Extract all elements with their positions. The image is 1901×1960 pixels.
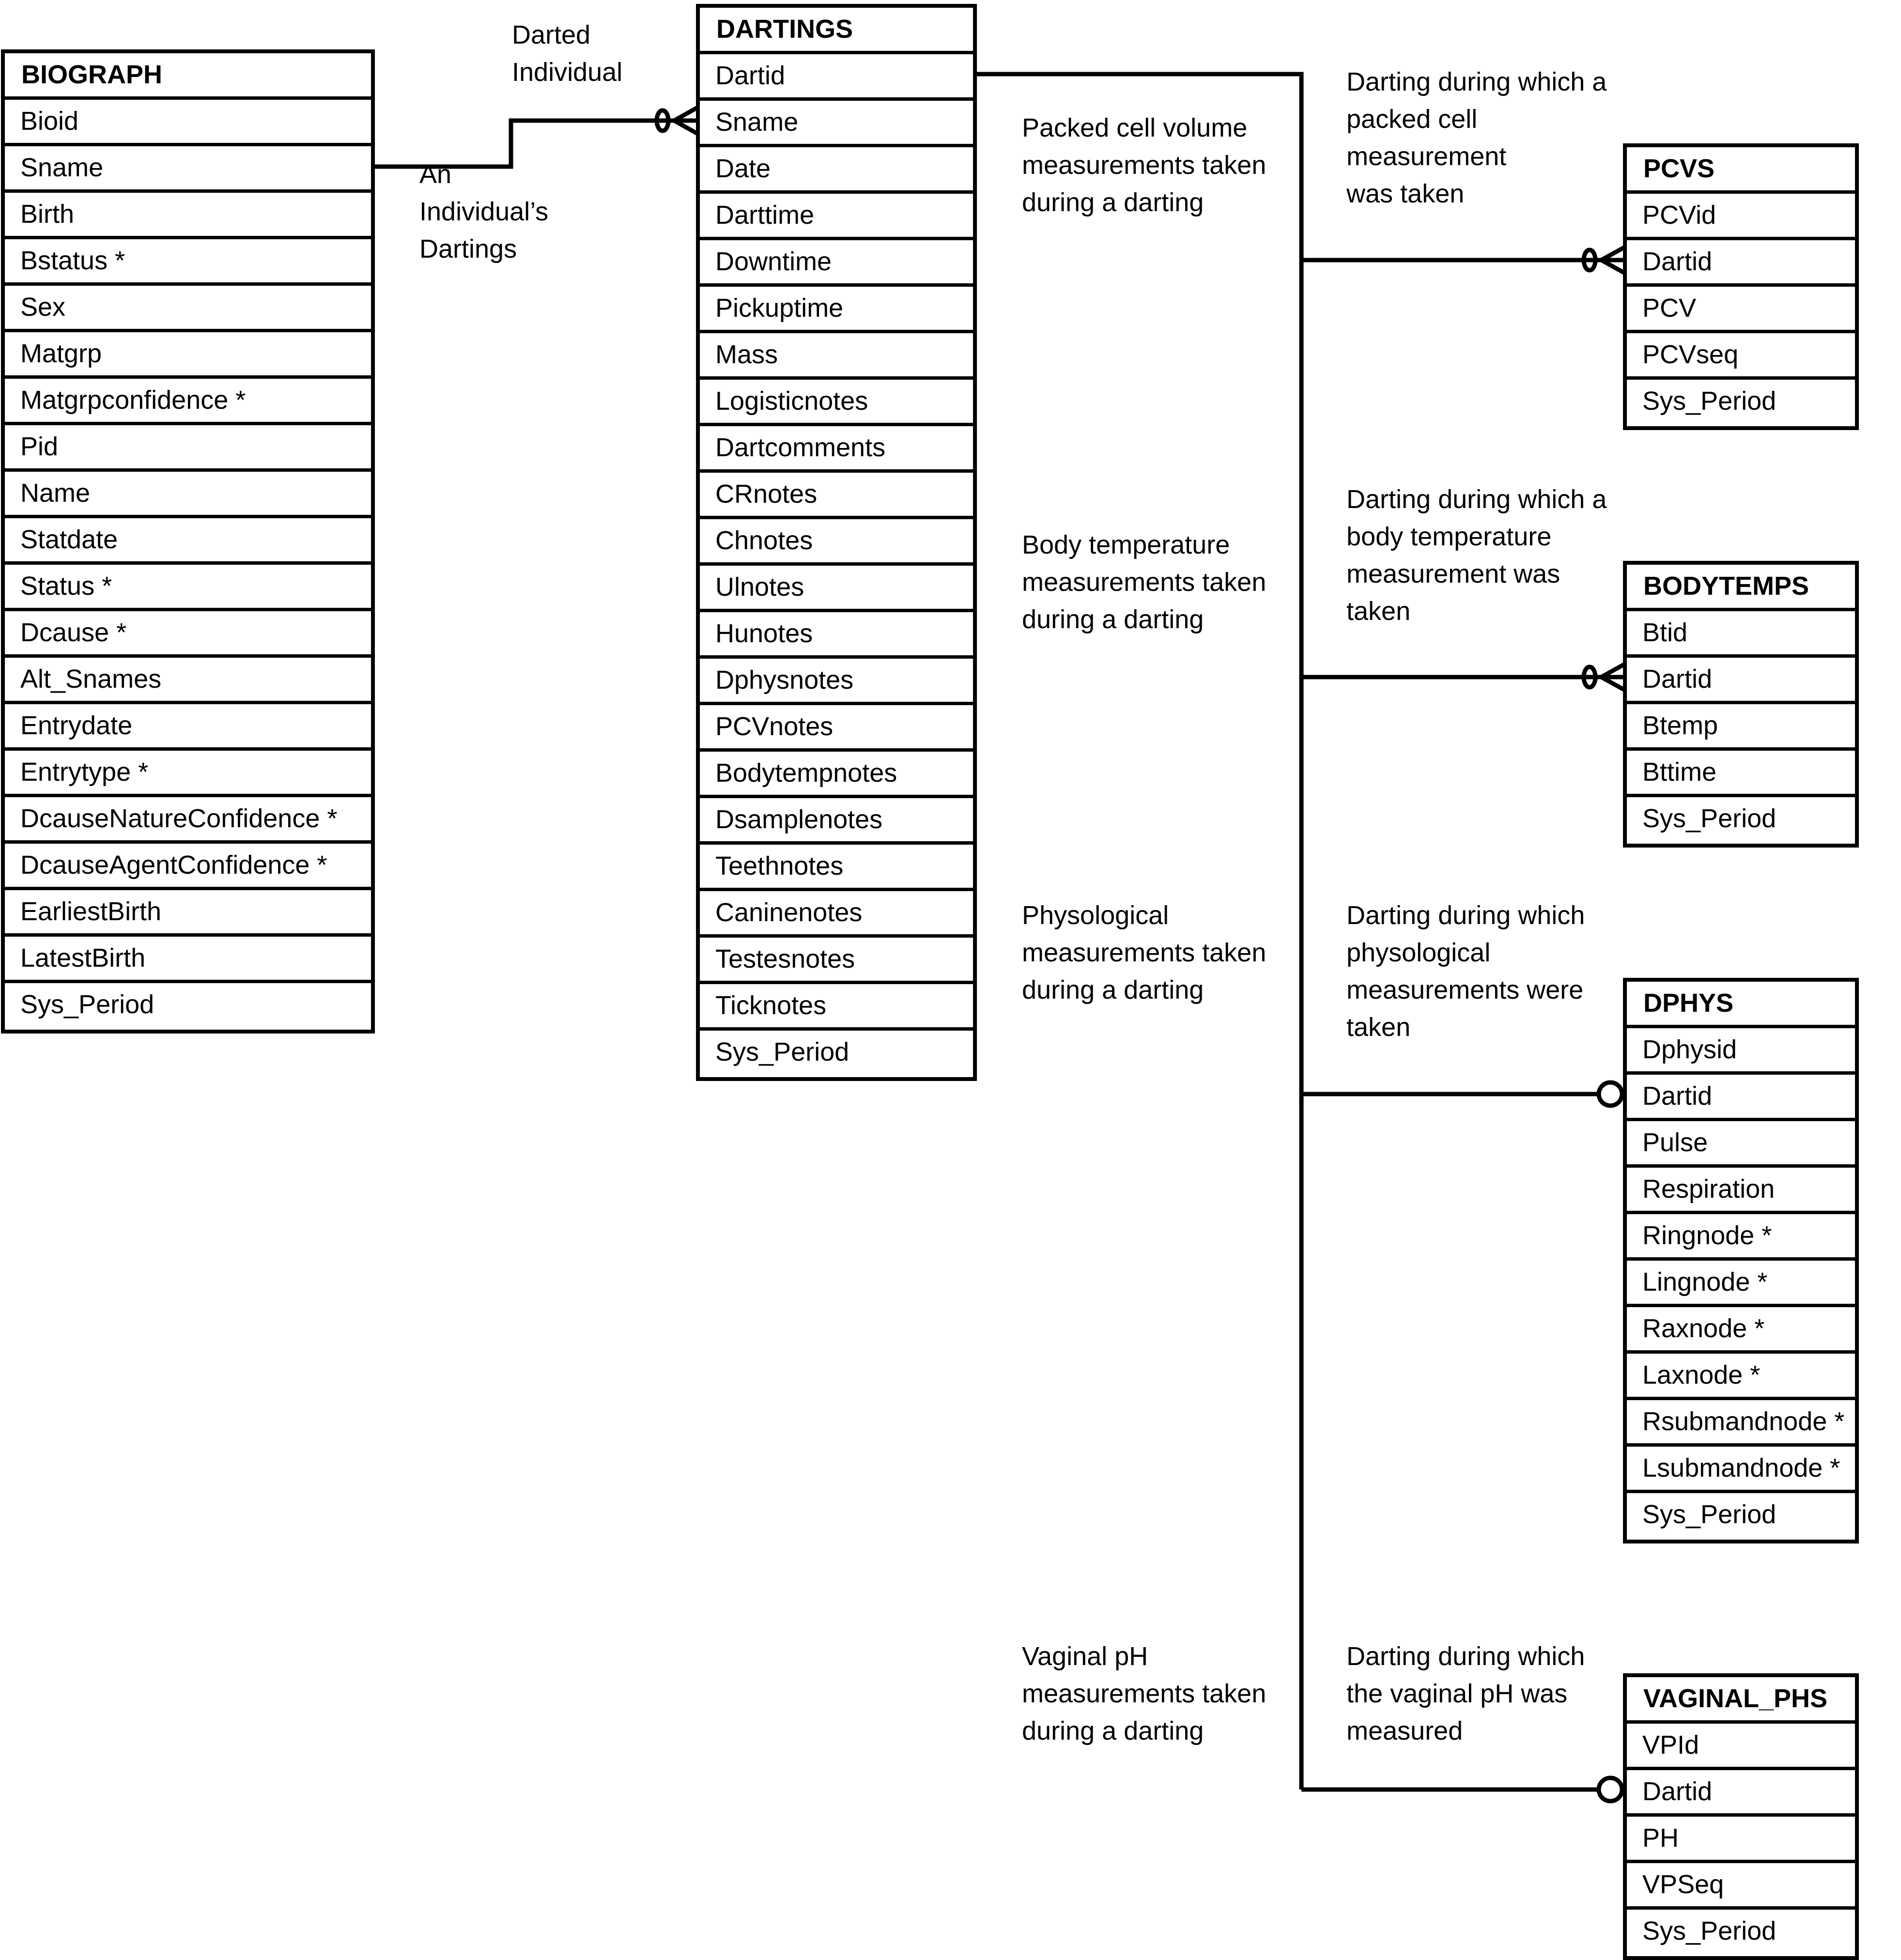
dphys-table bbox=[1623, 978, 1859, 1543]
entity-title: PCVS bbox=[1627, 147, 1855, 194]
entity-field: Dartcomments bbox=[700, 426, 973, 473]
biograph-table bbox=[1, 49, 375, 1034]
note-line: measured bbox=[1346, 1716, 1463, 1745]
entity-field: Pickuptime bbox=[700, 287, 973, 333]
entity-field: EarliestBirth bbox=[5, 890, 371, 937]
note-line: packed cell bbox=[1346, 105, 1478, 134]
entity-field: Sys_Period bbox=[1642, 1916, 1777, 1945]
entity-field: Bstatus * bbox=[5, 239, 371, 286]
note-line: physological bbox=[1346, 938, 1491, 967]
entity-title: VAGINAL_PHS bbox=[1627, 1677, 1855, 1724]
relationship-label-dphys-darting bbox=[1346, 897, 1585, 1046]
entity-field: Lingnode * bbox=[1627, 1261, 1855, 1307]
vaginal-phs-table bbox=[1623, 1673, 1859, 1960]
entity-field: PCVid bbox=[1627, 194, 1855, 240]
dartings-table bbox=[696, 4, 977, 1081]
entity-field: Teethnotes bbox=[700, 845, 973, 891]
entity-field: Pulse bbox=[1627, 1121, 1855, 1168]
note-line: Darting during which bbox=[1346, 1642, 1585, 1671]
entity-field: Chnotes bbox=[700, 519, 973, 566]
entity-field: Ringnode * bbox=[1627, 1214, 1855, 1261]
entity-field: Btemp bbox=[1627, 704, 1855, 751]
note-line: measurement was bbox=[1346, 559, 1561, 588]
entity-field: Entrytype * bbox=[5, 751, 371, 797]
entity-field: Dartid bbox=[700, 54, 973, 101]
note-line: Individual’s bbox=[419, 197, 549, 226]
entity-field: Matgrpconfidence * bbox=[5, 379, 371, 425]
relationship-label-bodytemp-measurements bbox=[1022, 526, 1266, 638]
relationship-label-vaginal-ph-measurements bbox=[1022, 1638, 1266, 1750]
entity-field: Dphysnotes bbox=[700, 659, 973, 705]
entity-field: Matgrp bbox=[5, 332, 371, 379]
entity-field: Birth bbox=[5, 193, 371, 239]
note-line: the vaginal pH was bbox=[1346, 1679, 1568, 1708]
note-line: Individual bbox=[512, 58, 623, 87]
entity-field: Rsubmandnode * bbox=[1627, 1400, 1855, 1447]
note-line: during a darting bbox=[1022, 1716, 1204, 1745]
relationship-label-individuals-dartings bbox=[419, 156, 548, 268]
note-line: body temperature bbox=[1346, 522, 1552, 551]
entity-field: Ticknotes bbox=[700, 984, 973, 1031]
entity-field: Dartid bbox=[1627, 1075, 1855, 1121]
entity-field: Darttime bbox=[700, 194, 973, 240]
note-line: measurements taken bbox=[1022, 938, 1267, 967]
entity-field: Hunotes bbox=[700, 612, 973, 659]
note-line: during a darting bbox=[1022, 188, 1204, 217]
entity-field: Pid bbox=[5, 425, 371, 472]
zero-optional-marker bbox=[1599, 1778, 1622, 1801]
entity-field: Dartid bbox=[1627, 658, 1855, 704]
note-line: Darting during which bbox=[1346, 901, 1585, 930]
note-line: measurements taken bbox=[1022, 568, 1267, 597]
entity-field: Logisticnotes bbox=[700, 380, 973, 426]
relationship-label-dphys-measurements bbox=[1022, 897, 1266, 1009]
entity-field: Laxnode * bbox=[1627, 1354, 1855, 1400]
note-line: taken bbox=[1346, 597, 1411, 626]
entity-field: Caninenotes bbox=[700, 891, 973, 938]
entity-field: Sex bbox=[5, 286, 371, 332]
entity-field: VPId bbox=[1627, 1724, 1855, 1770]
entity-title: BODYTEMPS bbox=[1627, 565, 1855, 611]
entity-field: Bodytempnotes bbox=[700, 752, 973, 798]
entity-field: PCVseq bbox=[1627, 333, 1855, 380]
entity-field: Alt_Snames bbox=[5, 658, 371, 704]
entity-title: DARTINGS bbox=[700, 8, 973, 54]
entity-field: Entrydate bbox=[5, 704, 371, 751]
entity-field: Respiration bbox=[1627, 1168, 1855, 1214]
entity-field: Bioid bbox=[5, 100, 371, 146]
entity-field: Downtime bbox=[700, 240, 973, 287]
bodytemps-table bbox=[1623, 561, 1859, 848]
note-line: Darted bbox=[512, 20, 591, 49]
entity-field: Sys_Period bbox=[1642, 1500, 1777, 1529]
entity-field: Sys_Period bbox=[20, 990, 155, 1019]
zero-optional-marker bbox=[1599, 1082, 1622, 1106]
note-line: Darting during which a bbox=[1346, 485, 1607, 514]
entity-field: Btid bbox=[1627, 611, 1855, 658]
entity-field: Name bbox=[5, 472, 371, 518]
note-line: An bbox=[419, 160, 452, 189]
entity-field: Dcause * bbox=[5, 611, 371, 658]
entity-field: Dphysid bbox=[1627, 1028, 1855, 1075]
entity-field: PCV bbox=[1627, 287, 1855, 333]
entity-field: Sys_Period bbox=[1642, 386, 1777, 416]
entity-title: BIOGRAPH bbox=[5, 53, 371, 100]
entity-field: DcauseNatureConfidence * bbox=[5, 797, 371, 844]
entity-field: PCVnotes bbox=[700, 705, 973, 752]
entity-field: DcauseAgentConfidence * bbox=[5, 844, 371, 890]
entity-field: Date bbox=[700, 147, 973, 194]
relationship-label-bodytemp-darting bbox=[1346, 481, 1607, 630]
entity-title: DPHYS bbox=[1627, 982, 1855, 1028]
relationship-label-darted-individual bbox=[512, 16, 622, 91]
relationship-label-vaginal-ph-darting bbox=[1346, 1638, 1585, 1750]
entity-field: LatestBirth bbox=[5, 937, 371, 983]
entity-field: Ulnotes bbox=[700, 566, 973, 612]
note-line: was taken bbox=[1346, 179, 1465, 208]
entity-field: Sys_Period bbox=[715, 1037, 850, 1066]
note-line: measurements taken bbox=[1022, 151, 1267, 180]
note-line: measurement bbox=[1346, 142, 1507, 171]
entity-field: Sys_Period bbox=[1642, 804, 1777, 833]
entity-field: Raxnode * bbox=[1627, 1307, 1855, 1354]
entity-field: Dartid bbox=[1627, 240, 1855, 287]
entity-field: Dartid bbox=[1627, 1770, 1855, 1817]
entity-field: PH bbox=[1627, 1817, 1855, 1863]
relationship-label-pcv-measurements bbox=[1022, 109, 1266, 221]
note-line: taken bbox=[1346, 1013, 1411, 1042]
note-line: Physological bbox=[1022, 901, 1169, 930]
note-line: measurements taken bbox=[1022, 1679, 1267, 1708]
note-line: during a darting bbox=[1022, 975, 1204, 1004]
entity-field: Testesnotes bbox=[700, 938, 973, 984]
entity-field: Statdate bbox=[5, 518, 371, 565]
pcvs-table bbox=[1623, 143, 1859, 430]
relationship-label-pcv-darting bbox=[1346, 63, 1607, 213]
note-line: Body temperature bbox=[1022, 530, 1230, 559]
note-line: during a darting bbox=[1022, 605, 1204, 634]
entity-field: Lsubmandnode * bbox=[1627, 1447, 1855, 1493]
entity-field: CRnotes bbox=[700, 473, 973, 519]
note-line: Vaginal pH bbox=[1022, 1642, 1148, 1671]
entity-field: VPSeq bbox=[1627, 1863, 1855, 1910]
note-line: Darting during which a bbox=[1346, 67, 1607, 96]
note-line: measurements were bbox=[1346, 975, 1584, 1004]
entity-field: Sname bbox=[5, 146, 371, 193]
entity-field: Bttime bbox=[1627, 751, 1855, 797]
entity-field: Dsamplenotes bbox=[700, 798, 973, 845]
entity-field: Sname bbox=[700, 101, 973, 147]
entity-field: Mass bbox=[700, 333, 973, 380]
entity-field: Status * bbox=[5, 565, 371, 611]
note-line: Packed cell volume bbox=[1022, 113, 1248, 142]
note-line: Dartings bbox=[419, 234, 517, 263]
